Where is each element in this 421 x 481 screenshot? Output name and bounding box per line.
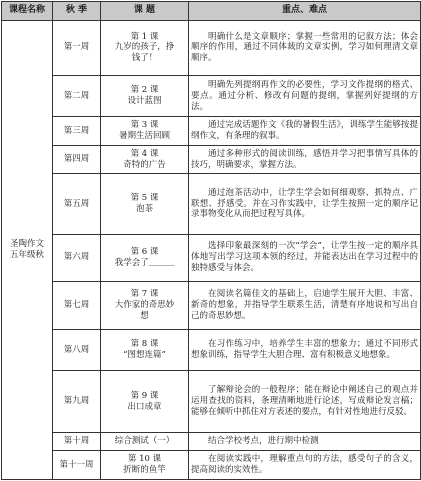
week-cell: 第九周	[53, 371, 101, 432]
lesson-title-line: 大作家的奇思妙	[114, 299, 175, 310]
header-season: 秋 季	[53, 2, 101, 21]
focus-cell: 结合学校考点，进行期中检测	[189, 432, 421, 451]
week-cell: 第三周	[53, 117, 101, 145]
lesson-title-line: 第 1 课	[130, 31, 159, 42]
lesson-title-line: 泡茶	[135, 203, 153, 214]
lesson-title-line: 第 3 课	[130, 120, 159, 131]
focus-cell: 在阅读名篇佳文的基础上，启迪学生展开大胆、丰富、新奇的想象，并指导学生联系生活，清楚有序地说和写出自己的奇思妙想。	[189, 281, 421, 329]
table-row	[2, 281, 421, 329]
lesson-title-line: 九岁的孩子，挣	[114, 42, 175, 53]
lesson-cell	[101, 451, 189, 480]
lesson-title-line: 我学会了＿＿＿	[114, 257, 175, 268]
table-row	[2, 75, 421, 117]
week-cell: 第五周	[53, 174, 101, 234]
focus-cell: 明确什么是文章顺序；掌握一些常用的记叙方法；体会顺序的作用，通过不同体裁的文章实例，学习如何理清文章顺序。	[189, 21, 421, 76]
table-row	[2, 21, 421, 76]
table-row	[2, 432, 421, 451]
syllabus-body	[2, 21, 421, 480]
week-cell: 第一周	[53, 21, 101, 76]
lesson-cell	[101, 329, 189, 371]
lesson-cell	[101, 21, 189, 76]
week-cell: 第七周	[53, 281, 101, 329]
lesson-cell	[101, 117, 189, 145]
lesson-title-line: 第 6 课	[130, 246, 159, 257]
focus-cell: 通过多种形式的阅读训练，感悟并学习把事情写具体的技巧，明确要求，掌握方法。	[189, 145, 421, 173]
header-topic: 课 题	[101, 2, 189, 21]
table-row	[2, 117, 421, 145]
lesson-title-line: 第 9 课	[130, 390, 159, 401]
lesson-cell	[101, 174, 189, 234]
week-cell: 第六周	[53, 234, 101, 281]
lesson-cell	[101, 75, 189, 117]
lesson-title-line: 想	[140, 310, 149, 321]
table-row	[2, 174, 421, 234]
table-row	[2, 451, 421, 480]
week-cell: 第八周	[53, 329, 101, 371]
lesson-title-line: 奇特的广告	[123, 159, 166, 170]
focus-cell: 明确先列提纲再作文的必要性，学习文作提纲的格式、要点。通过分析、修改有问题的提纲，掌握列好提纲的方法。	[189, 75, 421, 117]
lesson-title-line: “图想连篇”	[123, 350, 166, 361]
lesson-cell	[101, 281, 189, 329]
lesson-title-line: 出口成章	[127, 401, 162, 412]
lesson-title-line: 综合测试（一）	[114, 436, 175, 447]
course-name-line: 圣陶作文	[9, 239, 44, 250]
lesson-cell	[101, 371, 189, 432]
lesson-title-line: 第 10 课	[127, 454, 162, 465]
header-course: 课程名称	[2, 2, 53, 21]
table-row	[2, 234, 421, 281]
week-cell: 第四周	[53, 145, 101, 173]
lesson-title-line: 第 5 课	[130, 193, 159, 204]
lesson-title-line: 第 4 课	[130, 148, 159, 159]
lesson-cell	[101, 432, 189, 451]
lesson-title-line: 暑期生活回顾	[118, 131, 170, 142]
focus-cell: 通过完成话题作文《我的暑假生活》，训练学生能够按提纲作文，有条理的叙事。	[189, 117, 421, 145]
focus-cell: 选择印象最深刻的一次“学会”，让学生按一定的顺序具体地写出学习这项本领的经过，并能表达出在学习过程中的独特感受与体会。	[189, 234, 421, 281]
lesson-title-line: 第 8 课	[130, 339, 159, 350]
lesson-title-line: 设计蓝图	[127, 96, 162, 107]
table-row	[2, 145, 421, 173]
week-cell: 第二周	[53, 75, 101, 117]
lesson-cell	[101, 234, 189, 281]
syllabus-table	[1, 1, 421, 480]
table-row	[2, 329, 421, 371]
table-row	[2, 371, 421, 432]
course-name-line: 五年级秋	[9, 250, 44, 260]
header-focus: 重点、难点	[189, 2, 421, 21]
focus-cell: 在阅读实践中，理解重点句的方法，感受句子的含义，提高阅读的实效性。	[189, 451, 421, 480]
lesson-title-line: 折断的鱼竿	[123, 465, 166, 476]
focus-cell: 通过泡茶活动中，让学生学会如何细观察、抓特点、广联想、抒感受。并在习作实践中，让学生按照一定的顺序记录事物变化从而把过程写具体。	[189, 174, 421, 234]
focus-cell: 在习作练习中，培养学生丰富的想象力；通过不同形式想象训练，指导学生大胆合理、富有积极意义地想象。	[189, 329, 421, 371]
week-cell: 第十一周	[53, 451, 101, 480]
lesson-title-line: 第 2 课	[130, 85, 159, 96]
lesson-title-line: 钱了！	[131, 53, 158, 64]
focus-cell: 了解辩论会的一般程序；能在辩论中阐述自己的观点并运用查找的资料，条理清晰地进行论述，写成辩论发言稿；能够在倾听中抓住对方表述的要点，有针对性地进行反驳。	[189, 371, 421, 432]
header-row	[2, 2, 421, 21]
week-cell: 第十周	[53, 432, 101, 451]
lesson-title-line: 第 7 课	[130, 288, 159, 299]
course-name-cell	[2, 21, 53, 480]
lesson-cell	[101, 145, 189, 173]
